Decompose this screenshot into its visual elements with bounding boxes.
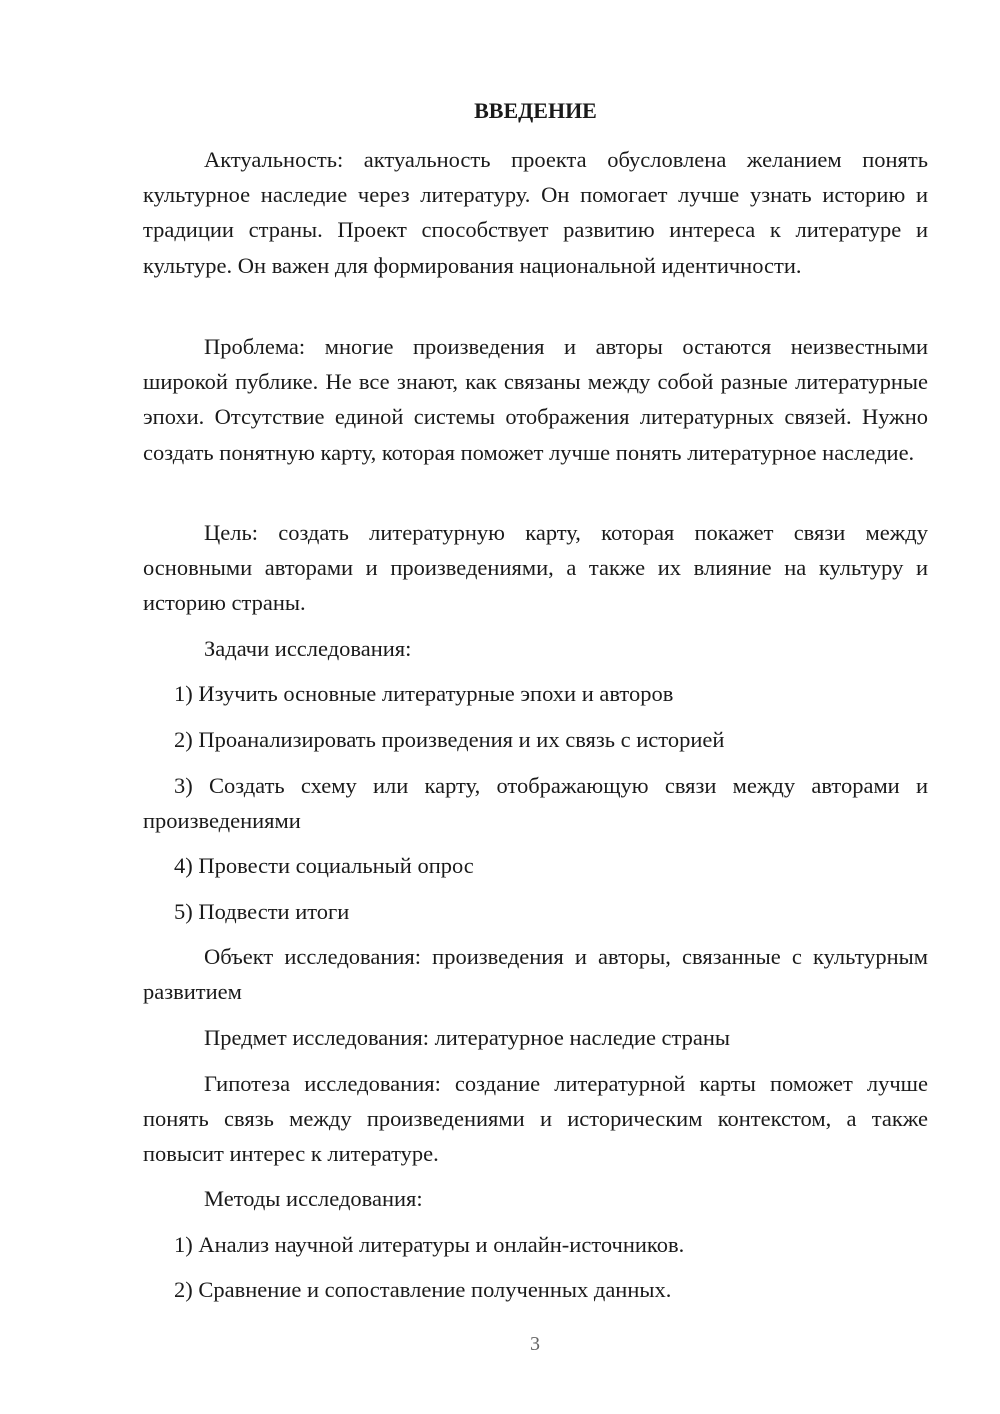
paragraph-problem: Проблема: многие произведения и авторы остаются неизвестными широкой публике. Не все знают, как связаны между собой разные литературные эпохи. Отсутствие единой системы отображения литературных связей. Нужно создать понятную карту, которая поможет лучше понять литературное наследие. — [143, 334, 928, 465]
method-item-2: 2) Сравнение и сопоставление полученных данных. — [174, 1277, 672, 1302]
page-title: ВВЕДЕНИЕ — [474, 98, 597, 123]
task-item-4: 4) Провести социальный опрос — [174, 853, 474, 878]
paragraph-goal: Цель: создать литературную карту, которая покажет связи между основными авторами и произведениями, а также их влияние на культуру и историю страны. — [143, 520, 928, 616]
page-number: 3 — [530, 1333, 540, 1355]
paragraph-object: Объект исследования: произведения и авторы, связанные с культурным развитием — [143, 944, 928, 1005]
task-item-5: 5) Подвести итоги — [174, 899, 350, 924]
paragraph-subject: Предмет исследования: литературное наследие страны — [204, 1025, 731, 1050]
methods-heading: Методы исследования: — [204, 1186, 423, 1211]
paragraph-relevance: Актуальность: актуальность проекта обусловлена желанием понять культурное наследие через литературу. Он помогает лучше узнать историю и традиции страны. Проект способствует развитию интереса к литературе и культуре. Он важен для формирования национальной идентичности. — [143, 147, 928, 278]
task-item-2: 2) Проанализировать произведения и их связь с историей — [174, 727, 725, 752]
paragraph-hypothesis: Гипотеза исследования: создание литературной карты поможет лучше понять связь между произведениями и историческим контекстом, а также повысит интерес к литературе. — [143, 1071, 928, 1167]
method-item-1: 1) Анализ научной литературы и онлайн-источников. — [174, 1232, 685, 1257]
tasks-heading: Задачи исследования: — [204, 636, 412, 661]
task-item-1: 1) Изучить основные литературные эпохи и авторов — [174, 681, 674, 706]
task-item-3: 3) Создать схему или карту, отображающую связи между авторами и произведениями — [143, 773, 928, 834]
